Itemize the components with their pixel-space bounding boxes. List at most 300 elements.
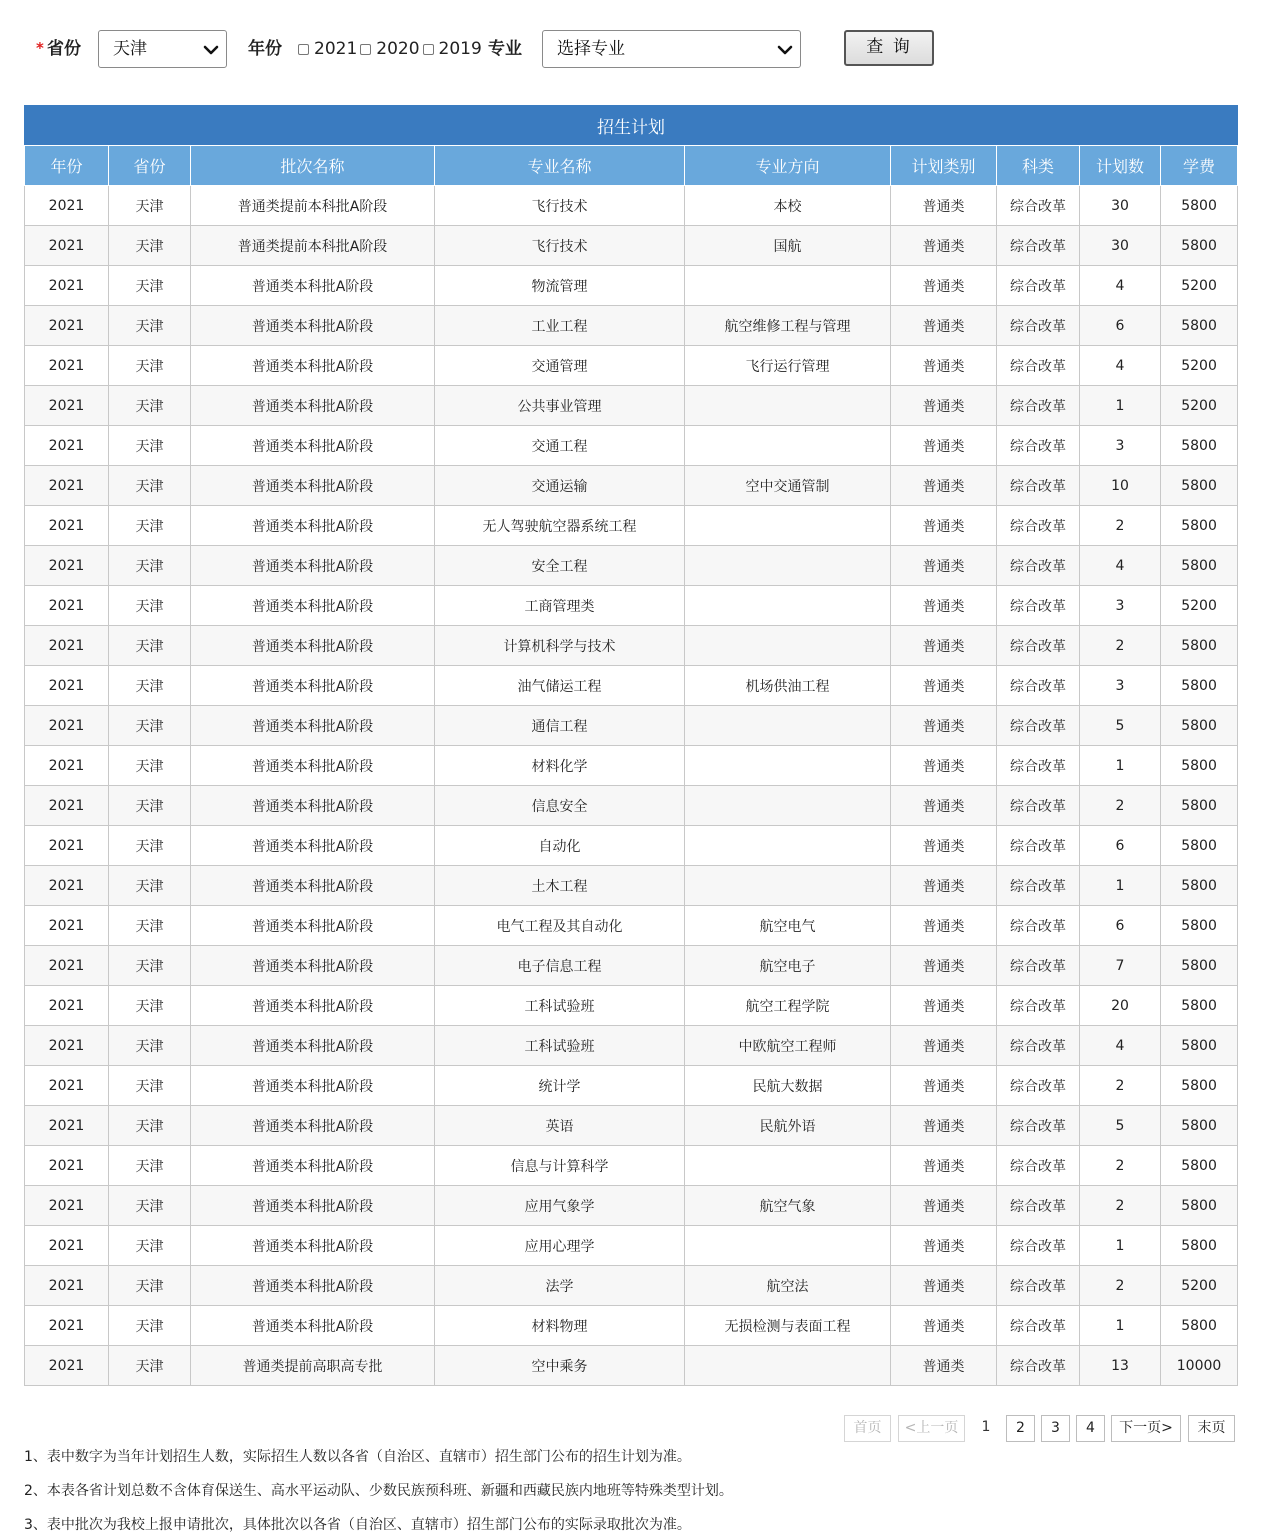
direction-cell: [685, 586, 891, 626]
table-header-row: [25, 146, 1238, 186]
plan-type-cell: 普通类: [891, 866, 997, 906]
subject-cell: 综合改革: [997, 746, 1080, 786]
current-page: 1: [976, 1415, 996, 1442]
major-cell: 通信工程: [435, 706, 685, 746]
major-cell: 油气储运工程: [435, 666, 685, 706]
subject-cell: 综合改革: [997, 466, 1080, 506]
batch-cell: 普通类本科批A阶段: [191, 906, 435, 946]
plan-count-cell: 4: [1080, 346, 1161, 386]
subject-cell: 综合改革: [997, 986, 1080, 1026]
year-cell: 2021: [25, 666, 109, 706]
province-cell: 天津: [109, 1146, 191, 1186]
batch-cell: 普通类本科批A阶段: [191, 466, 435, 506]
direction-cell: 民航大数据: [685, 1066, 891, 1106]
table-row: [25, 506, 1238, 546]
direction-cell: [685, 426, 891, 466]
last-page-button[interactable]: 末页: [1188, 1415, 1235, 1442]
plan-count-cell: 2: [1080, 1186, 1161, 1226]
batch-cell: 普通类本科批A阶段: [191, 546, 435, 586]
year-cell: 2021: [25, 586, 109, 626]
subject-cell: 综合改革: [997, 866, 1080, 906]
filter-bar: [0, 0, 1262, 96]
subject-cell: 综合改革: [997, 1266, 1080, 1306]
year-cell: 2021: [25, 466, 109, 506]
page-4-button[interactable]: 4: [1076, 1415, 1105, 1442]
prev-page-button[interactable]: <上一页: [898, 1415, 965, 1442]
batch-cell: 普通类本科批A阶段: [191, 946, 435, 986]
direction-cell: 飞行运行管理: [685, 346, 891, 386]
column-header: 计划类别: [891, 146, 997, 186]
plan-type-cell: 普通类: [891, 466, 997, 506]
column-header: 专业名称: [435, 146, 685, 186]
chevron-down-icon: [776, 41, 794, 59]
year-cell: 2021: [25, 506, 109, 546]
year-cell: 2021: [25, 1026, 109, 1066]
direction-cell: 航空电气: [685, 906, 891, 946]
plan-type-cell: 普通类: [891, 786, 997, 826]
major-label: 专业: [488, 39, 522, 59]
batch-cell: 普通类提前高职高专批: [191, 1346, 435, 1386]
plan-count-cell: 4: [1080, 1026, 1161, 1066]
subject-cell: 综合改革: [997, 306, 1080, 346]
tuition-cell: 5800: [1161, 306, 1238, 346]
major-cell: 应用气象学: [435, 1186, 685, 1226]
subject-cell: 综合改革: [997, 1066, 1080, 1106]
table-row: [25, 826, 1238, 866]
province-cell: 天津: [109, 746, 191, 786]
year-cell: 2021: [25, 386, 109, 426]
plan-type-cell: 普通类: [891, 666, 997, 706]
table-row: [25, 1066, 1238, 1106]
plan-type-cell: 普通类: [891, 1146, 997, 1186]
year-cell: 2021: [25, 546, 109, 586]
required-mark: *: [36, 39, 44, 57]
direction-cell: [685, 1226, 891, 1266]
province-cell: 天津: [109, 986, 191, 1026]
direction-cell: [685, 706, 891, 746]
major-select[interactable]: [542, 30, 801, 68]
province-cell: 天津: [109, 826, 191, 866]
table-row: [25, 1266, 1238, 1306]
tuition-cell: 5200: [1161, 586, 1238, 626]
direction-cell: [685, 506, 891, 546]
plan-type-cell: 普通类: [891, 946, 997, 986]
tuition-cell: 5800: [1161, 226, 1238, 266]
plan-count-cell: 1: [1080, 1306, 1161, 1346]
batch-cell: 普通类本科批A阶段: [191, 706, 435, 746]
year-cell: 2021: [25, 1306, 109, 1346]
table-row: [25, 1226, 1238, 1266]
province-cell: 天津: [109, 1186, 191, 1226]
batch-cell: 普通类提前本科批A阶段: [191, 226, 435, 266]
plan-count-cell: 3: [1080, 426, 1161, 466]
tuition-cell: 5800: [1161, 826, 1238, 866]
year-checkbox-2020[interactable]: [360, 44, 371, 55]
plan-type-cell: 普通类: [891, 626, 997, 666]
batch-cell: 普通类本科批A阶段: [191, 1106, 435, 1146]
plan-count-cell: 20: [1080, 986, 1161, 1026]
plan-type-cell: 普通类: [891, 826, 997, 866]
tuition-cell: 5800: [1161, 866, 1238, 906]
year-option-label: 2021: [314, 39, 358, 59]
year-option-2020[interactable]: [360, 38, 419, 60]
year-cell: 2021: [25, 306, 109, 346]
subject-cell: 综合改革: [997, 1346, 1080, 1386]
plan-type-cell: 普通类: [891, 506, 997, 546]
direction-cell: [685, 386, 891, 426]
province-cell: 天津: [109, 1346, 191, 1386]
column-header: 年份: [25, 146, 109, 186]
province-cell: 天津: [109, 786, 191, 826]
major-select-value: 选择专业: [557, 39, 625, 59]
batch-cell: 普通类本科批A阶段: [191, 786, 435, 826]
plan-count-cell: 2: [1080, 506, 1161, 546]
tuition-cell: 5800: [1161, 546, 1238, 586]
plan-count-cell: 6: [1080, 306, 1161, 346]
table-row: [25, 586, 1238, 626]
direction-cell: [685, 626, 891, 666]
enrollment-plan-table: [24, 105, 1238, 1386]
year-cell: 2021: [25, 1226, 109, 1266]
direction-cell: [685, 786, 891, 826]
plan-type-cell: 普通类: [891, 1266, 997, 1306]
major-cell: 飞行技术: [435, 226, 685, 266]
plan-count-cell: 1: [1080, 746, 1161, 786]
subject-cell: 综合改革: [997, 706, 1080, 746]
plan-count-cell: 3: [1080, 586, 1161, 626]
tuition-cell: 5800: [1161, 506, 1238, 546]
tuition-cell: 5800: [1161, 706, 1238, 746]
major-cell: 飞行技术: [435, 186, 685, 226]
year-cell: 2021: [25, 1346, 109, 1386]
year-cell: 2021: [25, 786, 109, 826]
province-cell: 天津: [109, 1306, 191, 1346]
plan-count-cell: 6: [1080, 826, 1161, 866]
year-cell: 2021: [25, 1066, 109, 1106]
tuition-cell: 10000: [1161, 1346, 1238, 1386]
year-checkbox-group: [298, 38, 485, 60]
major-cell: 空中乘务: [435, 1346, 685, 1386]
tuition-cell: 5800: [1161, 1226, 1238, 1266]
table-row: [25, 986, 1238, 1026]
subject-cell: 综合改革: [997, 626, 1080, 666]
batch-cell: 普通类本科批A阶段: [191, 386, 435, 426]
plan-count-cell: 30: [1080, 226, 1161, 266]
subject-cell: 综合改革: [997, 186, 1080, 226]
tuition-cell: 5800: [1161, 626, 1238, 666]
plan-type-cell: 普通类: [891, 706, 997, 746]
tuition-cell: 5800: [1161, 1106, 1238, 1146]
table-row: [25, 666, 1238, 706]
major-cell: 材料化学: [435, 746, 685, 786]
subject-cell: 综合改革: [997, 1226, 1080, 1266]
direction-cell: 本校: [685, 186, 891, 226]
plan-type-cell: 普通类: [891, 1346, 997, 1386]
province-select-value: 天津: [113, 39, 147, 59]
major-cell: 无人驾驶航空器系统工程: [435, 506, 685, 546]
plan-type-cell: 普通类: [891, 306, 997, 346]
plan-type-cell: 普通类: [891, 746, 997, 786]
table-row: [25, 946, 1238, 986]
major-cell: 土木工程: [435, 866, 685, 906]
plan-count-cell: 3: [1080, 666, 1161, 706]
province-cell: 天津: [109, 1226, 191, 1266]
direction-cell: 空中交通管制: [685, 466, 891, 506]
plan-count-cell: 6: [1080, 906, 1161, 946]
year-cell: 2021: [25, 346, 109, 386]
tuition-cell: 5800: [1161, 1306, 1238, 1346]
major-cell: 应用心理学: [435, 1226, 685, 1266]
major-cell: 电子信息工程: [435, 946, 685, 986]
plan-count-cell: 5: [1080, 706, 1161, 746]
batch-cell: 普通类本科批A阶段: [191, 1026, 435, 1066]
direction-cell: 中欧航空工程师: [685, 1026, 891, 1066]
year-cell: 2021: [25, 826, 109, 866]
batch-cell: 普通类本科批A阶段: [191, 306, 435, 346]
year-cell: 2021: [25, 946, 109, 986]
subject-cell: 综合改革: [997, 226, 1080, 266]
batch-cell: 普通类本科批A阶段: [191, 626, 435, 666]
subject-cell: 综合改革: [997, 1106, 1080, 1146]
province-select[interactable]: [98, 30, 227, 68]
plan-type-cell: 普通类: [891, 1226, 997, 1266]
year-cell: 2021: [25, 1186, 109, 1226]
table-row: [25, 1106, 1238, 1146]
direction-cell: [685, 266, 891, 306]
province-cell: 天津: [109, 666, 191, 706]
province-cell: 天津: [109, 946, 191, 986]
direction-cell: [685, 546, 891, 586]
batch-cell: 普通类本科批A阶段: [191, 346, 435, 386]
direction-cell: [685, 746, 891, 786]
column-header: 学费: [1161, 146, 1238, 186]
plan-count-cell: 2: [1080, 1146, 1161, 1186]
subject-cell: 综合改革: [997, 386, 1080, 426]
tuition-cell: 5800: [1161, 666, 1238, 706]
direction-cell: 国航: [685, 226, 891, 266]
note-2: 2、本表各省计划总数不含体育保送生、高水平运动队、少数民族预科班、新疆和西藏民族内地班等特殊类型计划。: [24, 1483, 733, 1499]
table-row: [25, 1026, 1238, 1066]
table-row: [25, 306, 1238, 346]
subject-cell: 综合改革: [997, 266, 1080, 306]
plan-type-cell: 普通类: [891, 1186, 997, 1226]
subject-cell: 综合改革: [997, 1026, 1080, 1066]
plan-count-cell: 4: [1080, 266, 1161, 306]
table-title: 招生计划: [25, 106, 1238, 146]
province-cell: 天津: [109, 1266, 191, 1306]
direction-cell: 无损检测与表面工程: [685, 1306, 891, 1346]
major-cell: 统计学: [435, 1066, 685, 1106]
province-label: 省份: [47, 39, 81, 59]
major-cell: 电气工程及其自动化: [435, 906, 685, 946]
subject-cell: 综合改革: [997, 1186, 1080, 1226]
major-cell: 工业工程: [435, 306, 685, 346]
next-page-button[interactable]: 下一页>: [1111, 1415, 1181, 1442]
direction-cell: 航空气象: [685, 1186, 891, 1226]
plan-count-cell: 1: [1080, 1226, 1161, 1266]
plan-type-cell: 普通类: [891, 1306, 997, 1346]
major-cell: 交通运输: [435, 466, 685, 506]
column-header: 专业方向: [685, 146, 891, 186]
table-row: [25, 1346, 1238, 1386]
table-row: [25, 1186, 1238, 1226]
province-cell: 天津: [109, 906, 191, 946]
year-cell: 2021: [25, 906, 109, 946]
plan-count-cell: 10: [1080, 466, 1161, 506]
province-cell: 天津: [109, 506, 191, 546]
province-cell: 天津: [109, 266, 191, 306]
table-row: [25, 706, 1238, 746]
subject-cell: 综合改革: [997, 666, 1080, 706]
year-option-label: 2019: [438, 39, 482, 59]
table-row: [25, 426, 1238, 466]
table-row: [25, 626, 1238, 666]
table-row: [25, 786, 1238, 826]
batch-cell: 普通类本科批A阶段: [191, 426, 435, 466]
province-cell: 天津: [109, 386, 191, 426]
province-cell: 天津: [109, 1066, 191, 1106]
subject-cell: 综合改革: [997, 426, 1080, 466]
year-checkbox-2021[interactable]: [298, 44, 309, 55]
province-cell: 天津: [109, 466, 191, 506]
plan-type-cell: 普通类: [891, 546, 997, 586]
tuition-cell: 5800: [1161, 1146, 1238, 1186]
table-row: [25, 226, 1238, 266]
major-cell: 物流管理: [435, 266, 685, 306]
batch-cell: 普通类本科批A阶段: [191, 1186, 435, 1226]
tuition-cell: 5200: [1161, 1266, 1238, 1306]
batch-cell: 普通类本科批A阶段: [191, 266, 435, 306]
plan-type-cell: 普通类: [891, 266, 997, 306]
province-cell: 天津: [109, 706, 191, 746]
tuition-cell: 5200: [1161, 266, 1238, 306]
batch-cell: 普通类本科批A阶段: [191, 586, 435, 626]
major-cell: 信息与计算科学: [435, 1146, 685, 1186]
tuition-cell: 5800: [1161, 1066, 1238, 1106]
table-body: [25, 186, 1238, 1386]
batch-cell: 普通类本科批A阶段: [191, 1066, 435, 1106]
year-cell: 2021: [25, 1146, 109, 1186]
year-cell: 2021: [25, 1106, 109, 1146]
major-cell: 交通管理: [435, 346, 685, 386]
plan-type-cell: 普通类: [891, 386, 997, 426]
plan-type-cell: 普通类: [891, 346, 997, 386]
direction-cell: 民航外语: [685, 1106, 891, 1146]
major-cell: 工科试验班: [435, 1026, 685, 1066]
direction-cell: [685, 1346, 891, 1386]
plan-type-cell: 普通类: [891, 986, 997, 1026]
plan-type-cell: 普通类: [891, 1026, 997, 1066]
plan-count-cell: 4: [1080, 546, 1161, 586]
major-cell: 法学: [435, 1266, 685, 1306]
table-row: [25, 546, 1238, 586]
plan-type-cell: 普通类: [891, 186, 997, 226]
plan-type-cell: 普通类: [891, 1106, 997, 1146]
query-button[interactable]: 查 询: [844, 30, 934, 66]
plan-type-cell: 普通类: [891, 226, 997, 266]
direction-cell: [685, 826, 891, 866]
major-cell: 计算机科学与技术: [435, 626, 685, 666]
major-cell: 英语: [435, 1106, 685, 1146]
year-option-2019[interactable]: [423, 38, 482, 60]
province-cell: 天津: [109, 1106, 191, 1146]
table-row: [25, 746, 1238, 786]
year-cell: 2021: [25, 746, 109, 786]
year-cell: 2021: [25, 626, 109, 666]
year-cell: 2021: [25, 426, 109, 466]
batch-cell: 普通类本科批A阶段: [191, 826, 435, 866]
column-header: 科类: [997, 146, 1080, 186]
table-row: [25, 266, 1238, 306]
direction-cell: 机场供油工程: [685, 666, 891, 706]
tuition-cell: 5800: [1161, 946, 1238, 986]
batch-cell: 普通类本科批A阶段: [191, 746, 435, 786]
year-option-2021[interactable]: [298, 38, 357, 60]
major-cell: 材料物理: [435, 1306, 685, 1346]
table-row: [25, 346, 1238, 386]
plan-type-cell: 普通类: [891, 1066, 997, 1106]
tuition-cell: 5800: [1161, 786, 1238, 826]
table-row: [25, 466, 1238, 506]
year-checkbox-2019[interactable]: [423, 44, 434, 55]
table-row: [25, 906, 1238, 946]
major-cell: 自动化: [435, 826, 685, 866]
plan-count-cell: 30: [1080, 186, 1161, 226]
year-cell: 2021: [25, 226, 109, 266]
year-cell: 2021: [25, 706, 109, 746]
major-cell: 工科试验班: [435, 986, 685, 1026]
plan-type-cell: 普通类: [891, 426, 997, 466]
note-3: 3、表中批次为我校上报申请批次，具体批次以各省（自治区、直辖市）招生部门公布的实际录取批次为准。: [24, 1517, 691, 1533]
province-cell: 天津: [109, 426, 191, 466]
major-cell: 公共事业管理: [435, 386, 685, 426]
column-header: 省份: [109, 146, 191, 186]
plan-count-cell: 2: [1080, 626, 1161, 666]
year-cell: 2021: [25, 186, 109, 226]
province-cell: 天津: [109, 546, 191, 586]
subject-cell: 综合改革: [997, 1146, 1080, 1186]
tuition-cell: 5800: [1161, 986, 1238, 1026]
page-3-button[interactable]: 3: [1041, 1415, 1070, 1442]
table-row: [25, 866, 1238, 906]
tuition-cell: 5200: [1161, 386, 1238, 426]
year-option-label: 2020: [376, 39, 420, 59]
table-row: [25, 1146, 1238, 1186]
subject-cell: 综合改革: [997, 826, 1080, 866]
province-cell: 天津: [109, 226, 191, 266]
page-2-button[interactable]: 2: [1006, 1415, 1035, 1442]
plan-type-cell: 普通类: [891, 906, 997, 946]
batch-cell: 普通类本科批A阶段: [191, 1306, 435, 1346]
subject-cell: 综合改革: [997, 906, 1080, 946]
direction-cell: 航空工程学院: [685, 986, 891, 1026]
direction-cell: [685, 1146, 891, 1186]
table-row: [25, 186, 1238, 226]
year-cell: 2021: [25, 1266, 109, 1306]
chevron-down-icon: [202, 41, 220, 59]
batch-cell: 普通类本科批A阶段: [191, 986, 435, 1026]
plan-count-cell: 2: [1080, 1066, 1161, 1106]
year-cell: 2021: [25, 866, 109, 906]
direction-cell: 航空维修工程与管理: [685, 306, 891, 346]
major-cell: 安全工程: [435, 546, 685, 586]
batch-cell: 普通类本科批A阶段: [191, 506, 435, 546]
batch-cell: 普通类本科批A阶段: [191, 1266, 435, 1306]
direction-cell: 航空法: [685, 1266, 891, 1306]
column-header: 批次名称: [191, 146, 435, 186]
first-page-button[interactable]: 首页: [844, 1415, 891, 1442]
subject-cell: 综合改革: [997, 786, 1080, 826]
